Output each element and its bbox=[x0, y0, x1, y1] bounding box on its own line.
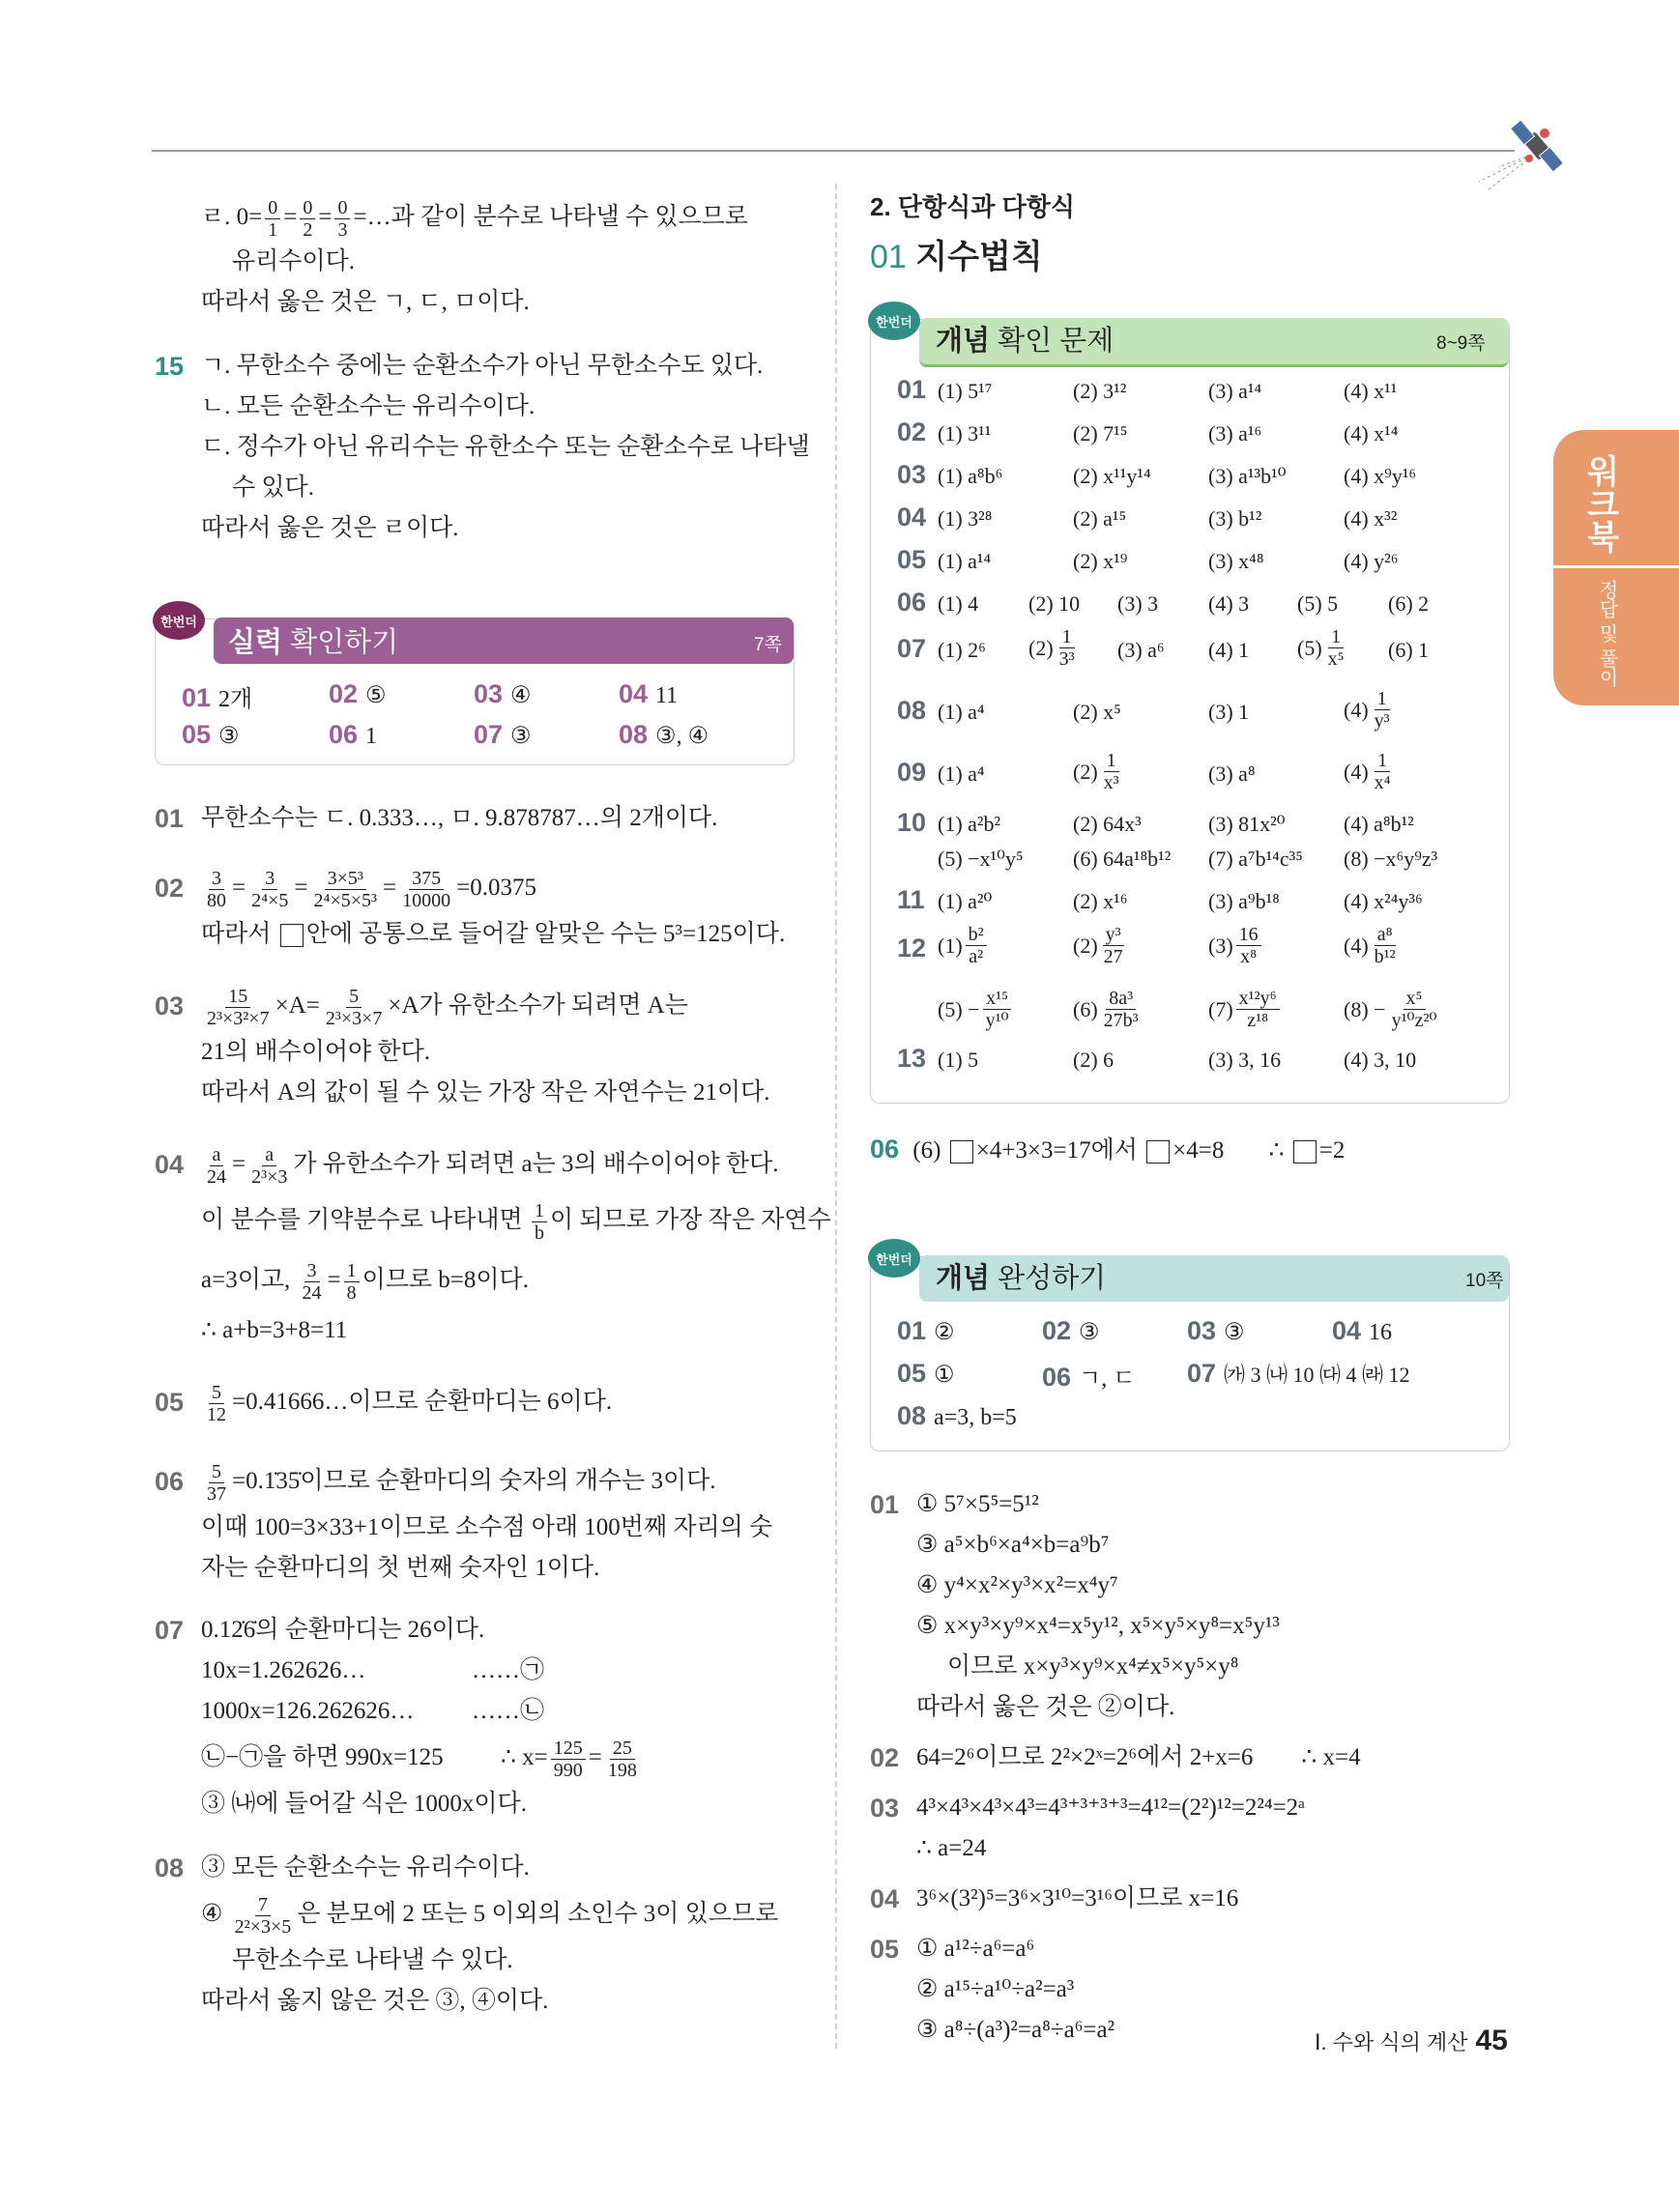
solution-04: 04 3⁶×(3²)⁵=3⁶×3¹⁰=3¹⁶이므로 x=16 bbox=[870, 1884, 1239, 1913]
blank-box bbox=[280, 924, 304, 947]
solution-05: 05 $\frac{5}{12}$ =0.41666…이므로 순환마디는 6이다. bbox=[155, 1381, 613, 1425]
answer-06: 06 1 bbox=[329, 720, 378, 749]
answer-05: 05 ③ bbox=[182, 720, 240, 749]
solution-07: 07 0.12̇6̇의 순환마디는 26이다. 10x=1.262626… ……㉠ 1000x=126.262626… ……㉡ ㉡−㉠을 하면 990x=125 ∴ x= $\frac{125}{990}$ = $\frac{25}{198}$ ③ ㈏에 들어갈 식은 1000x이다. bbox=[155, 1616, 637, 1817]
solution-03: 03 $\frac{15}{\text{2³×3²×7}}$ ×A= $\frac{5}{\text{2³×3×7}}$ ×A가 유한소수가 되려면 A는 21의 배수이어야 한다. 따라서 A의 값이 될 수 있는 가장 작은 자연수는 21이다. bbox=[155, 985, 770, 1106]
panel-page: 8~9쪽 bbox=[1436, 333, 1486, 354]
fraction: $\frac{0}{2}$ bbox=[300, 197, 315, 241]
answer-02: 02 ③ bbox=[1042, 1316, 1100, 1345]
panel-badge: 한번더 bbox=[153, 601, 205, 640]
answer-03: 03 ③ bbox=[1187, 1316, 1245, 1345]
intro-line-2: 유리수이다. bbox=[232, 248, 356, 274]
answer-08: 08 ③, ④ bbox=[619, 720, 709, 749]
page-number: 45 bbox=[1475, 2025, 1508, 2056]
solution-02: 02 $\frac{3}{80}$ = $\frac{3}{\text{2⁴×5}}$ = $\frac{\text{3×5³}}{\text{2⁴×5×5³}}$ = $\frac{375}{10000}$ =0.0375 따라서 안에 공통으로 들어갈 알맞은 수는 5³=125이다. bbox=[155, 867, 786, 947]
panel-title: 개념 완성하기 bbox=[936, 1263, 1107, 1294]
answer-06: 06 ㄱ, ㄷ bbox=[1042, 1363, 1136, 1392]
intro-block bbox=[155, 193, 797, 323]
solution-01: 01 무한소수는 ㄷ. 0.333…, ㅁ. 9.878787…의 2개이다. bbox=[155, 804, 718, 833]
blank-box bbox=[1293, 1140, 1317, 1163]
solution-03: 03 4³×4³×4³×4³=4³⁺³⁺³⁺³=4¹²=(2²)¹²=2²⁴=2ᵃ ∴ a=24 bbox=[870, 1794, 1306, 1861]
solution-04: 04 $\frac{a}{24}$ = $\frac{a}{\text{2³×3}}$ 가 유한소수가 되려면 a는 3의 배수이어야 한다. 이 분수를 기약분수로 나타내면 $\frac{1}{b}$ 이 되므로 가장 작은 자연수 a=3이고, $\frac{3}{24}$ = $\frac{1}{8}$ 이므로 b=8이다. ∴ a+b=3+8=11 bbox=[155, 1143, 831, 1343]
panel-page: 10쪽 bbox=[1465, 1271, 1504, 1291]
answer-03: 03 ④ bbox=[474, 679, 532, 708]
left-column bbox=[155, 193, 810, 549]
fraction: $\frac{0}{3}$ bbox=[334, 197, 350, 241]
answer-07: 07 ③ bbox=[474, 720, 532, 749]
problem-number: 15 bbox=[155, 352, 185, 381]
solution-08: 08 ③ 모든 순환소수는 유리수이다. ④ $\frac{7}{\text{2²×3×5}}$ 은 분모에 2 또는 5 이외의 소인수 3이 있으므로 무한소수로 나타낼 수 있다. 따라서 옳지 않은 것은 ③, ④이다. bbox=[155, 1853, 779, 2014]
satellite-icon bbox=[1479, 114, 1585, 191]
tab-divider bbox=[1553, 565, 1679, 568]
top-rule bbox=[152, 150, 1515, 152]
chapter-title: 2. 단항식과 다항식 bbox=[870, 192, 1075, 221]
left-solutions bbox=[155, 798, 831, 2022]
answer-01: 01 2개 bbox=[182, 683, 253, 712]
answer-08: 08 a=3, b=5 bbox=[897, 1401, 1017, 1430]
answer-07: 07 ㈎ 3 ㈏ 10 ㈐ 4 ㈑ 12 bbox=[1187, 1359, 1410, 1388]
fraction: $\frac{0}{1}$ bbox=[265, 197, 280, 241]
note-06: 06 (6) ×4+3×3=17에서 ×4=8 ∴ =2 bbox=[870, 1135, 1346, 1163]
section-heading: 01 지수법칙 bbox=[870, 239, 1043, 275]
footer-chapter: Ⅰ. 수와 식의 계산 bbox=[1315, 2030, 1468, 2054]
tab-title: 워크북 bbox=[1581, 454, 1618, 553]
panel-badge: 한번더 bbox=[868, 302, 920, 340]
solution-02: 02 64=2⁶이므로 2²×2ˣ=2⁶에서 2+x=6 ∴ x=4 bbox=[870, 1743, 1361, 1772]
panel-page: 7쪽 bbox=[754, 635, 782, 655]
solution-01: 01 ① 5⁷×5⁵=5¹² ③ a⁵×b⁶×a⁴×b=a⁹b⁷ ④ y⁴×x²×y³×x²=x⁴y⁷ ⑤ x×y³×y⁹×x⁴=x⁵y¹², x⁵×y⁵×y⁸=x⁵y¹³ 이므로 x×y³×y⁹×x⁴≠x⁵×y⁵×y⁸ 따라서 옳은 것은 ②이다. bbox=[870, 1490, 1280, 1720]
blank-box bbox=[1146, 1140, 1170, 1163]
panel-title: 개념 확인 문제 bbox=[936, 326, 1115, 357]
answer-01: 01 ② bbox=[897, 1316, 955, 1345]
right-solutions bbox=[870, 1484, 1513, 2051]
panel-title: 실력 확인하기 bbox=[228, 627, 399, 658]
answer-02: 02 ⑤ bbox=[329, 679, 387, 708]
answer-04: 04 11 bbox=[619, 679, 679, 708]
tab-subtitle: 정답 및 풀이 bbox=[1596, 580, 1617, 688]
intro-line-3: 따라서 옳은 것은 ㄱ, ㄷ, ㅁ이다. bbox=[201, 289, 530, 315]
answer-04: 04 16 bbox=[1332, 1316, 1393, 1345]
blank-box bbox=[950, 1140, 973, 1163]
panel-badge: 한번더 bbox=[868, 1239, 920, 1278]
page-footer bbox=[1315, 2025, 1508, 2057]
answer-05: 05 ① bbox=[897, 1359, 955, 1388]
solution-06: 06 $\frac{5}{37}$ =0.1̇35̇이므로 순환마디의 숫자의 개수는 3이다. 이때 100=3×33+1이므로 소수점 아래 100번째 자리의 숫 자는 순환마디의 첫 번째 숫자인 1이다. bbox=[155, 1460, 773, 1581]
solution-05: 05 ① a¹²÷a⁶=a⁶ ② a¹⁵÷a¹⁰÷a²=a³ ③ a⁸÷(a³)²=a⁸÷a⁶=a² bbox=[870, 1935, 1115, 2043]
intro-line-1: ㄹ. 0= $\frac{0}{1}$ = $\frac{0}{2}$ = $\frac{0}{3}$ =…과 같이 분수로 나타낼 수 있으므로 bbox=[201, 196, 748, 241]
column-divider bbox=[835, 184, 837, 2049]
problem-15: 15 ㄱ. 무한소수 중에는 순환소수가 아닌 무한소수도 있다. ㄴ. 모든 순환소수는 유리수이다. ㄷ. 정수가 아닌 유리수는 유한소수 또는 순환소수로 나타낼 수 있다. 따라서 옳은 것은 ㄹ이다. bbox=[155, 346, 797, 549]
